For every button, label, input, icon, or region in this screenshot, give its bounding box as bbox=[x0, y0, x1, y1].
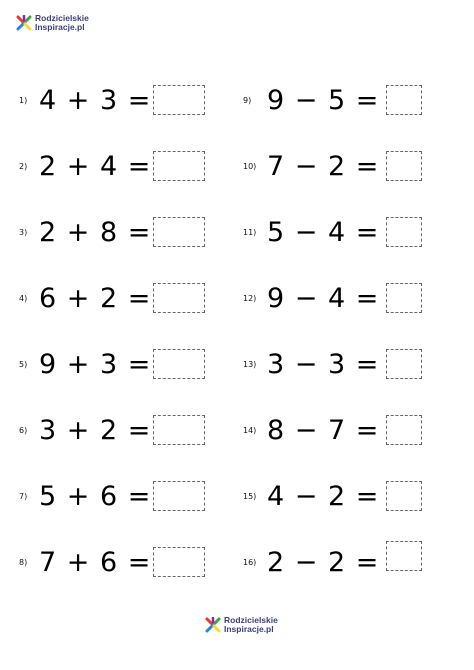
problem-number: 8) bbox=[19, 557, 28, 567]
problem-number: 11) bbox=[243, 227, 257, 237]
brand-logo-top bbox=[16, 14, 89, 32]
problem-expression: 8 − 7 = bbox=[267, 414, 380, 446]
problem-16 bbox=[243, 544, 379, 580]
brand-logo-icon bbox=[205, 617, 221, 633]
answer-box-2[interactable] bbox=[153, 151, 205, 181]
problem-number: 14) bbox=[243, 425, 257, 435]
answer-box-15[interactable] bbox=[386, 481, 422, 511]
problem-expression: 4 − 2 = bbox=[267, 480, 380, 512]
brand-line-1: Rodzicielskie bbox=[35, 13, 89, 23]
problem-5 bbox=[19, 346, 151, 382]
answer-box-3[interactable] bbox=[153, 217, 205, 247]
problem-7 bbox=[19, 478, 151, 514]
problem-number: 16) bbox=[243, 557, 257, 567]
problem-expression: 9 − 5 = bbox=[267, 84, 380, 116]
problem-expression: 7 + 6 = bbox=[39, 546, 152, 578]
brand-line-2: Inspiracje.pl bbox=[35, 22, 85, 32]
brand-name bbox=[35, 14, 89, 32]
problem-number: 1) bbox=[19, 95, 28, 105]
brand-logo-icon bbox=[16, 15, 32, 31]
problem-number: 5) bbox=[19, 359, 28, 369]
problem-number: 10) bbox=[243, 161, 257, 171]
problem-9 bbox=[243, 82, 379, 118]
problem-expression: 5 − 4 = bbox=[267, 216, 380, 248]
problem-12 bbox=[243, 280, 379, 316]
problem-10 bbox=[243, 148, 379, 184]
problem-expression: 4 + 3 = bbox=[39, 84, 152, 116]
problem-number: 9) bbox=[243, 95, 252, 105]
problem-11 bbox=[243, 214, 379, 250]
problem-number: 3) bbox=[19, 227, 28, 237]
problem-number: 15) bbox=[243, 491, 257, 501]
answer-box-13[interactable] bbox=[386, 349, 422, 379]
problem-15 bbox=[243, 478, 379, 514]
problem-expression: 7 − 2 = bbox=[267, 150, 380, 182]
brand-name bbox=[224, 616, 278, 634]
answer-box-16[interactable] bbox=[386, 541, 422, 571]
problem-expression: 5 + 6 = bbox=[39, 480, 152, 512]
problem-number: 13) bbox=[243, 359, 257, 369]
answer-box-4[interactable] bbox=[153, 283, 205, 313]
problem-4 bbox=[19, 280, 151, 316]
answer-box-7[interactable] bbox=[153, 481, 205, 511]
problem-expression: 3 − 3 = bbox=[267, 348, 380, 380]
brand-line-1: Rodzicielskie bbox=[224, 615, 278, 625]
answer-box-11[interactable] bbox=[386, 217, 422, 247]
problem-expression: 9 − 4 = bbox=[267, 282, 380, 314]
answer-box-12[interactable] bbox=[386, 283, 422, 313]
brand-line-2: Inspiracje.pl bbox=[224, 624, 274, 634]
problem-8 bbox=[19, 544, 151, 580]
problem-expression: 2 + 8 = bbox=[39, 216, 152, 248]
problem-3 bbox=[19, 214, 151, 250]
answer-box-5[interactable] bbox=[153, 349, 205, 379]
problem-expression: 2 + 4 = bbox=[39, 150, 152, 182]
problem-expression: 6 + 2 = bbox=[39, 282, 152, 314]
answer-box-10[interactable] bbox=[386, 151, 422, 181]
problem-expression: 2 − 2 = bbox=[267, 546, 380, 578]
problem-number: 12) bbox=[243, 293, 257, 303]
answer-box-8[interactable] bbox=[153, 547, 205, 577]
answer-box-14[interactable] bbox=[386, 415, 422, 445]
answer-box-1[interactable] bbox=[153, 85, 205, 115]
answer-box-9[interactable] bbox=[386, 85, 422, 115]
problem-1 bbox=[19, 82, 151, 118]
problem-number: 4) bbox=[19, 293, 28, 303]
problem-2 bbox=[19, 148, 151, 184]
problem-number: 6) bbox=[19, 425, 28, 435]
problem-expression: 9 + 3 = bbox=[39, 348, 152, 380]
problem-13 bbox=[243, 346, 379, 382]
problem-14 bbox=[243, 412, 379, 448]
problem-number: 7) bbox=[19, 491, 28, 501]
answer-box-6[interactable] bbox=[153, 415, 205, 445]
problem-expression: 3 + 2 = bbox=[39, 414, 152, 446]
problem-number: 2) bbox=[19, 161, 28, 171]
problem-6 bbox=[19, 412, 151, 448]
brand-logo-bottom bbox=[205, 616, 278, 634]
